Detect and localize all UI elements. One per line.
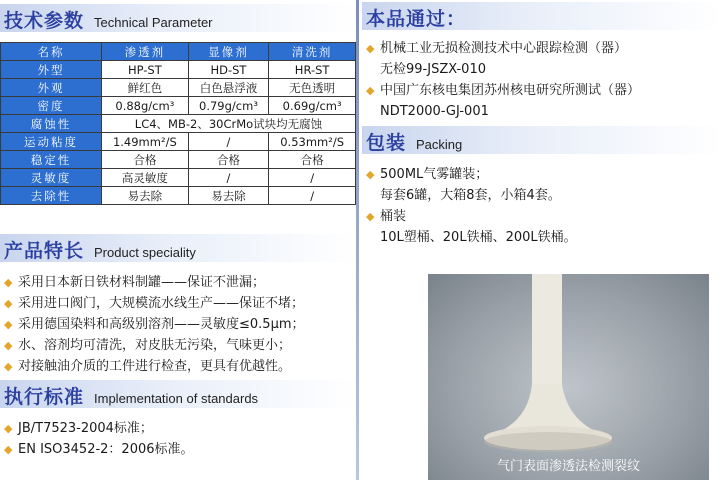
- cell-span: LC4、MB-2、30CrMo试块均无腐蚀: [102, 115, 356, 133]
- cell: HD-ST: [188, 61, 269, 79]
- table-row: [1, 187, 356, 205]
- cell: /: [269, 169, 356, 187]
- cell: 无色透明: [269, 79, 356, 97]
- list-item: [4, 272, 305, 293]
- header-name: 名称: [1, 43, 102, 61]
- technical-title-en: Technical Parameter: [94, 15, 213, 30]
- cell: /: [269, 187, 356, 205]
- row-label: 外观: [1, 79, 102, 97]
- row-label: 去除性: [1, 187, 102, 205]
- valve-photo: [428, 274, 709, 480]
- list-item: [366, 80, 640, 101]
- diamond-bullet-icon: ◆: [366, 210, 375, 223]
- header-cleaner: 清洗剂: [269, 43, 356, 61]
- list-item-text: 机械工业无损检测技术中心跟踪检测（器）: [380, 41, 628, 56]
- cell: 白色悬浮液: [188, 79, 269, 97]
- cell: 0.88g/cm³: [102, 97, 189, 115]
- cell: 高灵敏度: [102, 169, 189, 187]
- standards-title-en: Implementation of standards: [94, 391, 259, 406]
- row-label: 外型: [1, 61, 102, 79]
- cell: HP-ST: [102, 61, 189, 79]
- table-row: [1, 79, 356, 97]
- list-item-text: 采用进口阀门，大规模流水线生产——保证不堵；: [18, 296, 305, 311]
- table-row: [1, 97, 356, 115]
- diamond-bullet-icon: ◆: [4, 422, 13, 435]
- list-item-text: 桶装: [380, 209, 407, 224]
- photo-caption: 气门表面渗透法检测裂纹: [496, 459, 640, 474]
- list-item-text: 对接触油介质的工件进行检查，更具有优越性。: [18, 359, 292, 374]
- table-row: [1, 133, 356, 151]
- certified-list: [366, 38, 640, 122]
- cell: /: [188, 169, 269, 187]
- cell: 合格: [188, 151, 269, 169]
- cell: 0.79g/cm³: [188, 97, 269, 115]
- list-item-text: 采用日本新日铁材料制罐——保证不泄漏；: [18, 275, 266, 290]
- diamond-bullet-icon: ◆: [4, 443, 13, 456]
- list-item-subline: NDT2000-GJ-001: [380, 104, 489, 119]
- list-item: [4, 418, 194, 439]
- diamond-bullet-icon: ◆: [4, 297, 13, 310]
- cell: 0.69g/cm³: [269, 97, 356, 115]
- row-label: 运动粘度: [1, 133, 102, 151]
- diamond-bullet-icon: ◆: [366, 168, 375, 181]
- list-item-subline: 无检99-JSZX-010: [380, 62, 486, 77]
- technical-table: [0, 42, 356, 205]
- diamond-bullet-icon: ◆: [366, 84, 375, 97]
- list-item-text: EN ISO3452-2：2006标准。: [18, 442, 194, 457]
- cell: 0.53mm²/S: [269, 133, 356, 151]
- diamond-bullet-icon: ◆: [366, 42, 375, 55]
- row-label: 密度: [1, 97, 102, 115]
- product-title-cn: 产品特长: [4, 240, 85, 262]
- standards-list: [4, 418, 194, 460]
- list-item: [4, 314, 305, 335]
- standards-section-title: [4, 382, 258, 409]
- cell: HR-ST: [269, 61, 356, 79]
- row-label: 腐蚀性: [1, 115, 102, 133]
- list-item-subline: 10L塑桶、20L铁桶、200L铁桶。: [380, 230, 577, 245]
- header-penetrant: 渗透剂: [102, 43, 189, 61]
- cell: 合格: [102, 151, 189, 169]
- table-row: [1, 115, 356, 133]
- technical-title-cn: 技术参数: [4, 10, 85, 32]
- list-item: [4, 335, 305, 356]
- diamond-bullet-icon: ◆: [4, 360, 13, 373]
- cell: 1.49mm²/S: [102, 133, 189, 151]
- list-item-text: 采用德国染料和高级别溶剂——灵敏度≤0.5μm；: [18, 317, 305, 332]
- technical-section-title: [4, 6, 213, 33]
- table-row: [1, 151, 356, 169]
- row-label: 灵敏度: [1, 169, 102, 187]
- list-item-subline: 每套6罐，大箱8套，小箱4套。: [380, 188, 561, 203]
- table-row: [1, 61, 356, 79]
- list-item: [4, 356, 305, 377]
- cell: 鲜红色: [102, 79, 189, 97]
- packing-title-cn: 包装: [366, 132, 407, 154]
- header-developer: 显像剂: [188, 43, 269, 61]
- list-item-text: 500ML气雾罐装；: [380, 167, 489, 182]
- packing-section-title: [366, 128, 462, 155]
- product-list: [4, 272, 305, 377]
- packing-title-en: Packing: [416, 137, 463, 152]
- certified-title-cn: 本品通过：: [366, 8, 467, 30]
- cell: 易去除: [188, 187, 269, 205]
- list-item-text: 水、溶剂均可清洗，对皮肤无污染，气味更小；: [18, 338, 292, 353]
- standards-title-cn: 执行标准: [4, 386, 85, 408]
- list-item-text: 中国广东核电集团苏州核电研究所测试（器）: [380, 83, 641, 98]
- diamond-bullet-icon: ◆: [4, 318, 13, 331]
- diamond-bullet-icon: ◆: [4, 276, 13, 289]
- cell: 合格: [269, 151, 356, 169]
- product-title-en: Product speciality: [94, 245, 196, 260]
- diamond-bullet-icon: ◆: [4, 339, 13, 352]
- packing-list: [366, 164, 577, 248]
- list-item-text: JB/T7523-2004标准；: [18, 421, 153, 436]
- list-item: [366, 38, 640, 59]
- product-section-title: [4, 236, 196, 263]
- certified-section-title: [366, 4, 466, 31]
- table-header-row: [1, 43, 356, 61]
- cell: 易去除: [102, 187, 189, 205]
- cell: /: [188, 133, 269, 151]
- valve-illustration: [428, 274, 709, 480]
- column-divider: [356, 0, 359, 480]
- list-item: [4, 293, 305, 314]
- list-item: [366, 206, 577, 227]
- row-label: 稳定性: [1, 151, 102, 169]
- list-item: [366, 164, 577, 185]
- list-item: [4, 439, 194, 460]
- table-row: [1, 169, 356, 187]
